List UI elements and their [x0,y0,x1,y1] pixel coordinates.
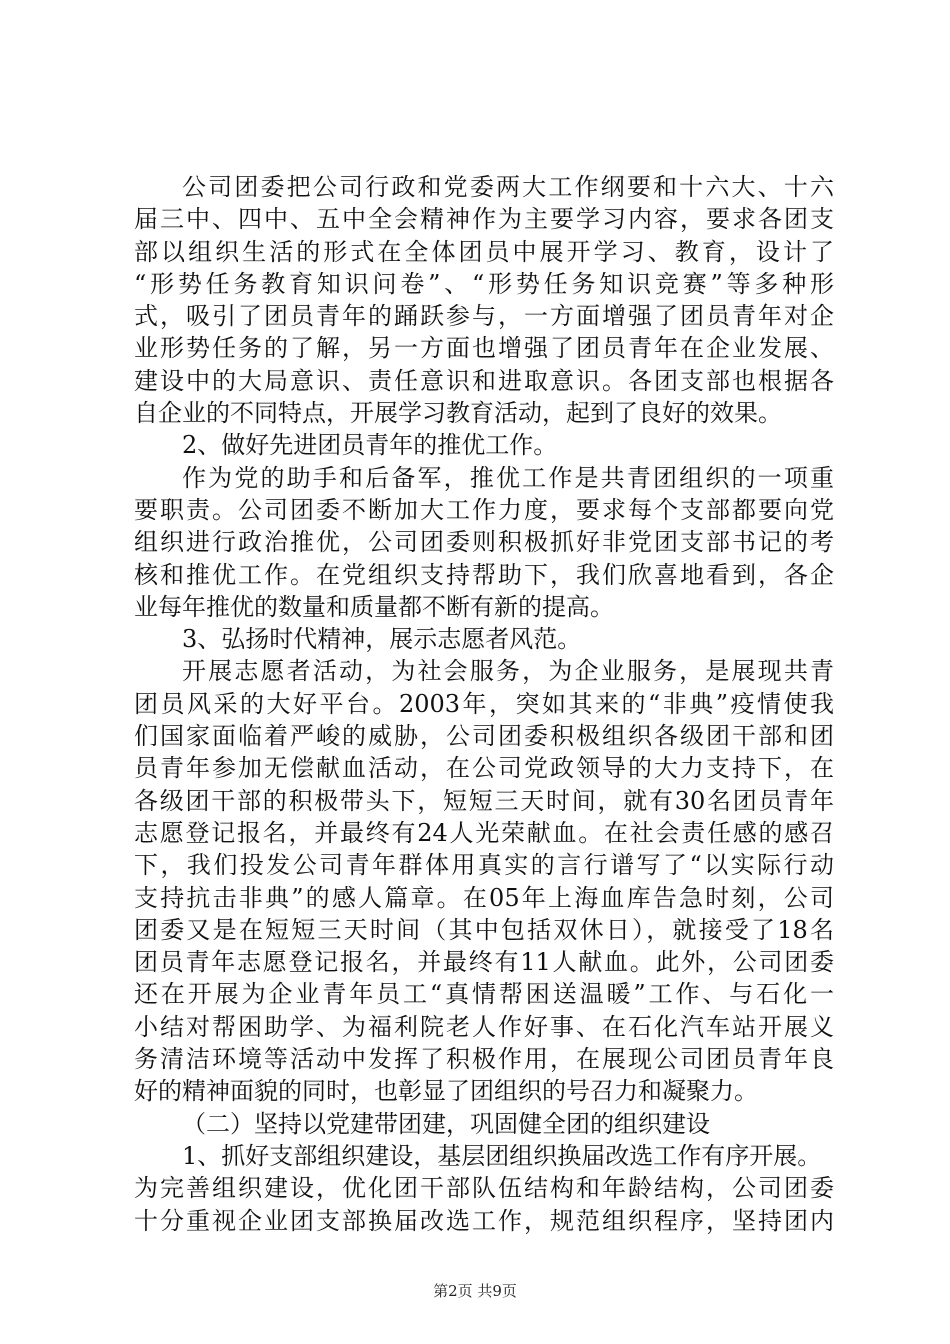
text-line: 员青年参加无偿献血活动，在公司党政领导的大力支持下，在 [134,754,834,783]
text-line: 届三中、四中、五中全会精神作为主要学习内容，要求各团支 [134,205,834,234]
text-line: 建设中的大局意识、责任意识和进取意识。各团支部也根据各 [134,366,834,395]
text-line: 核和推优工作。在党组织支持帮助下，我们欣喜地看到，各企 [134,560,834,589]
text-line: 业每年推优的数量和质量都不断有新的提高。 [134,592,614,621]
text-line: 作为党的助手和后备军，推优工作是共青团组织的一项重 [182,463,834,492]
text-line: 业形势任务的了解，另一方面也增强了团员青年在企业发展、 [134,334,834,363]
page-footer: 第2页 共9页 [433,1282,517,1300]
text-line: 务清洁环境等活动中发挥了积极作用，在展现公司团员青年良 [134,1045,834,1074]
text-line: 式，吸引了团员青年的踊跃参与，一方面增强了团员青年对企 [134,302,834,331]
text-line: 志愿登记报名，并最终有24人光荣献血。在社会责任感的感召 [134,818,834,847]
text-line: “形势任务教育知识问卷”、“形势任务知识竞赛”等多种形 [134,269,834,298]
text-line: 组织进行政治推优，公司团委则积极抓好非党团支部书记的考 [134,528,834,557]
text-line: 小结对帮困助学、为福利院老人作好事、在石化汽车站开展义 [134,1012,834,1041]
text-line: 各级团干部的积极带头下，短短三天时间，就有30名团员青年 [134,786,834,815]
text-line: 为完善组织建设，优化团干部队伍结构和年龄结构，公司团委 [134,1174,834,1203]
text-line: 下，我们投发公司青年群体用真实的言行谱写了“以实际行动 [134,851,834,880]
text-line: （二）坚持以党建带团建，巩固健全团的组织建设 [182,1109,710,1138]
text-line: 还在开展为企业青年员工“真情帮困送温暖”工作、与石化一 [134,980,834,1009]
text-line: 好的精神面貌的同时，也彰显了团组织的号召力和凝聚力。 [134,1077,758,1106]
text-line: 要职责。公司团委不断加大工作力度，要求每个支部都要向党 [134,495,834,524]
text-line: 支持抗击非典”的感人篇章。在05年上海血库告急时刻，公司 [134,883,834,912]
text-line: 团委又是在短短三天时间（其中包括双休日），就接受了18名 [134,915,834,944]
text-line: 3、弘扬时代精神，展示志愿者风范。 [182,625,582,654]
text-line: 自企业的不同特点，开展学习教育活动，起到了良好的效果。 [134,399,782,428]
text-line: 2、做好先进团员青年的推优工作。 [182,431,558,460]
text-line: 部以组织生活的形式在全体团员中展开学习、教育，设计了 [134,237,834,266]
text-line: 十分重视企业团支部换届改选工作，规范组织程序，坚持团内 [134,1206,834,1235]
document-body [134,171,834,1237]
text-line: 开展志愿者活动，为社会服务，为企业服务，是展现共青 [182,657,834,686]
text-line: 1、抓好支部组织建设，基层团组织换届改选工作有序开展。 [182,1141,822,1170]
text-line: 公司团委把公司行政和党委两大工作纲要和十六大、十六 [182,173,834,201]
text-line: 团员青年志愿登记报名，并最终有11人献血。此外，公司团委 [134,948,834,977]
text-line: 团员风采的大好平台。2003年，突如其来的“非典”疫情使我 [134,689,834,718]
text-line: 们国家面临着严峻的威胁，公司团委积极组织各级团干部和团 [134,722,834,751]
